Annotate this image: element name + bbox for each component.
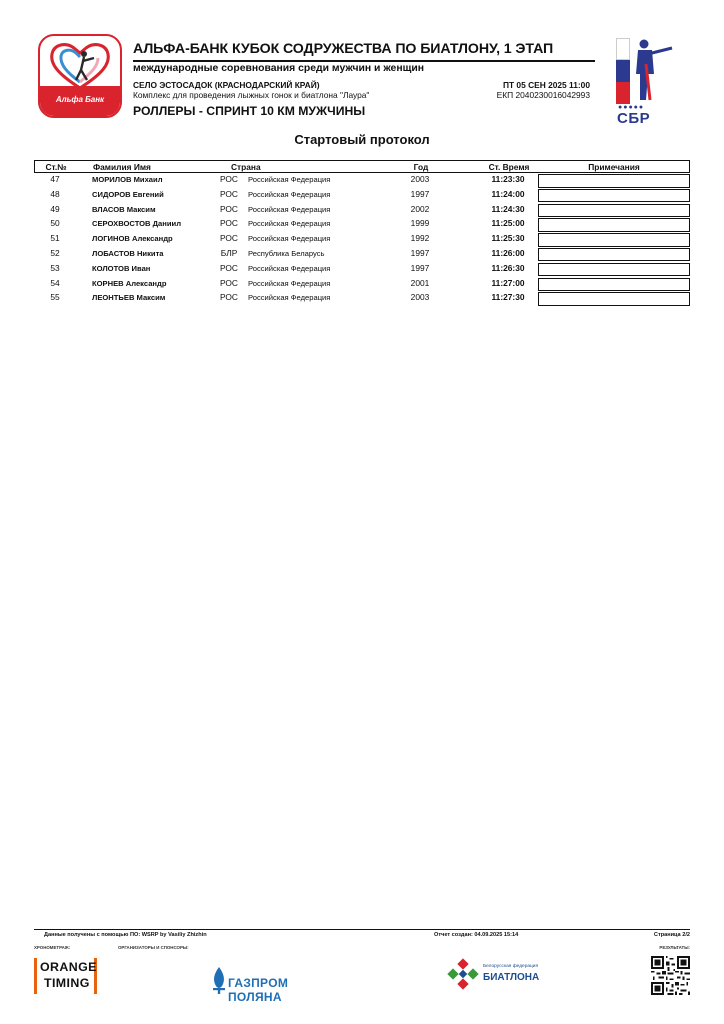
bib-cell: 48 [50,188,60,199]
competition-subtitle: международные соревнования среди мужчин и женщин [133,63,425,74]
notes-cell [538,292,690,306]
bib-cell: 54 [50,277,60,288]
start-time-cell: 11:25:30 [491,233,525,244]
col-year: Год [413,162,429,172]
country-code-cell: РОС [220,233,238,244]
sbr-logo [612,34,676,127]
sbr-dots: ●●●●● [618,104,645,111]
belarus-biathlon-logo [446,955,546,995]
table-row [34,277,690,292]
heart-biathlete-icon [40,36,120,92]
notes-cell [538,248,690,262]
competition-title: АЛЬФА-БАНК КУБОК СОДРУЖЕСТВА ПО БИАТЛОНУ, 1 ЭТАП [133,41,554,57]
athlete-name-cell: ЛОГИНОВ Александр [92,234,173,244]
data-source-note: Данные получены с помощью ПО: WSRP by Vasiliy Zhizhin [44,932,207,938]
country-code-cell: РОС [220,188,238,199]
start-time-cell: 11:24:00 [491,188,525,199]
country-code-cell: БЛР [220,247,238,258]
country-code-cell: РОС [220,203,238,214]
start-time-cell: 11:25:00 [491,218,525,229]
start-time-cell: 11:23:30 [491,174,525,184]
country-name-cell: Российская Федерация [248,189,331,199]
country-name-cell: Российская Федерация [248,278,331,288]
race-name: РОЛЛЕРЫ - СПРИНТ 10 КМ МУЖЧИНЫ [133,104,366,118]
athlete-name-cell: СИДОРОВ Евгений [92,189,164,199]
birth-year-cell: 1997 [410,262,430,273]
country-name-cell: Российская Федерация [248,234,331,244]
birth-year-cell: 1992 [410,233,430,244]
title-underline [133,60,595,62]
start-time-cell: 11:26:00 [491,247,525,258]
country-name-cell: Российская Федерация [248,293,331,303]
start-time-cell: 11:24:30 [491,203,525,214]
country-code-cell: РОС [220,292,238,303]
results-qr-icon[interactable] [651,956,690,995]
col-notes: Примечания [588,162,640,172]
page-number: Страница 2/2 [653,932,690,938]
logo-bank-text: Альфа Банк [55,95,105,104]
country-name-cell: Российская Федерация [248,175,331,184]
table-row [34,291,690,306]
report-created: Отчет создан: 04.09.2025 15:14 [434,932,519,938]
country-code-cell: РОС [220,277,238,288]
notes-cell [538,233,690,247]
event-datetime: ПТ 05 СЕН 2025 11:00 [502,80,590,90]
venue-complex: Комплекс для проведения лыжных гонок и биатлона "Лаура" [133,90,370,100]
birth-year-cell: 1997 [410,188,430,199]
athlete-name-cell: ВЛАСОВ Максим [92,204,156,214]
bib-cell: 52 [50,247,60,258]
table-row [34,217,690,232]
country-name-cell: Республика Беларусь [248,248,325,258]
table-row [34,262,690,277]
orange-bar-left [34,958,37,994]
start-time-cell: 11:26:30 [491,262,525,273]
athlete-name-cell: КОРНЕВ Александр [92,278,167,288]
table-row [34,232,690,247]
gazprom-text: ГАЗПРОМ ПОЛЯНА [228,976,289,1004]
birth-year-cell: 1999 [410,218,430,229]
table-row [34,247,690,262]
table-row [34,173,690,188]
orange-line1: ORANGE [40,960,97,974]
bib-cell: 49 [50,203,60,214]
country-name-cell: Российская Федерация [248,219,331,229]
athlete-name-cell: МОРИЛОВ Михаил [92,175,163,184]
col-name: Фамилия Имя [93,162,151,172]
bib-cell: 53 [50,262,60,273]
bib-cell: 50 [50,218,60,229]
gazprom-logo [210,966,330,1004]
alfa-cup-logo [38,34,122,118]
notes-cell [538,263,690,277]
timing-label: ХРОНОМЕТРАЖ: [34,945,71,950]
birth-year-cell: 2001 [410,277,430,288]
table-body [34,173,690,306]
start-list-table [34,160,690,306]
notes-cell [538,174,690,188]
results-label: РЕЗУЛЬТАТЫ: [659,945,690,950]
notes-cell [538,278,690,292]
notes-cell [538,189,690,203]
biathlete-silhouette-icon [616,34,676,104]
bib-cell: 51 [50,233,60,244]
birth-year-cell: 2003 [410,174,430,184]
orange-timing-logo [34,958,98,994]
birth-year-cell: 2002 [410,203,430,214]
gazprom-flame-icon [210,966,228,994]
birth-year-cell: 1997 [410,247,430,258]
birth-year-cell: 2003 [410,292,430,303]
athlete-name-cell: ЛОБАСТОВ Никита [92,248,164,258]
country-code-cell: РОС [220,218,238,229]
country-code-cell: РОС [220,262,238,273]
footer-divider [34,929,690,930]
ornament-icon [446,957,480,991]
table-row [34,188,690,203]
athlete-name-cell: КОЛОТОВ Иван [92,263,151,273]
start-time-cell: 11:27:00 [491,277,525,288]
country-code-cell: РОС [220,174,238,184]
sponsors-label: ОРГАНИЗАТОРЫ И СПОНСОРЫ: [118,945,189,950]
col-bib: Ст.№ [45,162,67,172]
col-country: Страна [231,162,261,172]
country-name-cell: Российская Федерация [248,204,331,214]
orange-line2: TIMING [44,976,90,990]
athlete-name-cell: ЛЕОНТЬЕВ Максим [92,293,166,303]
start-time-cell: 11:27:30 [491,292,525,303]
col-start-time: Ст. Время [488,162,530,172]
biathlon-federation-big: БИАТЛОНА [483,972,540,983]
notes-cell [538,204,690,218]
table-header [34,160,690,173]
bib-cell: 47 [50,174,60,184]
sbr-text: СБР [617,110,651,127]
venue: СЕЛО ЭСТОСАДОК (КРАСНОДАРСКИЙ КРАЙ) [133,80,320,90]
biathlon-federation-small: Белорусская федерация [483,964,539,969]
ekp-number: ЕКП 2040230016042993 [496,90,590,100]
country-name-cell: Российская Федерация [248,263,331,273]
athlete-name-cell: СЕРОХВОСТОВ Даниил [92,219,182,229]
document-title: Стартовый протокол [294,132,430,147]
table-row [34,203,690,218]
notes-cell [538,218,690,232]
bib-cell: 55 [50,292,60,303]
